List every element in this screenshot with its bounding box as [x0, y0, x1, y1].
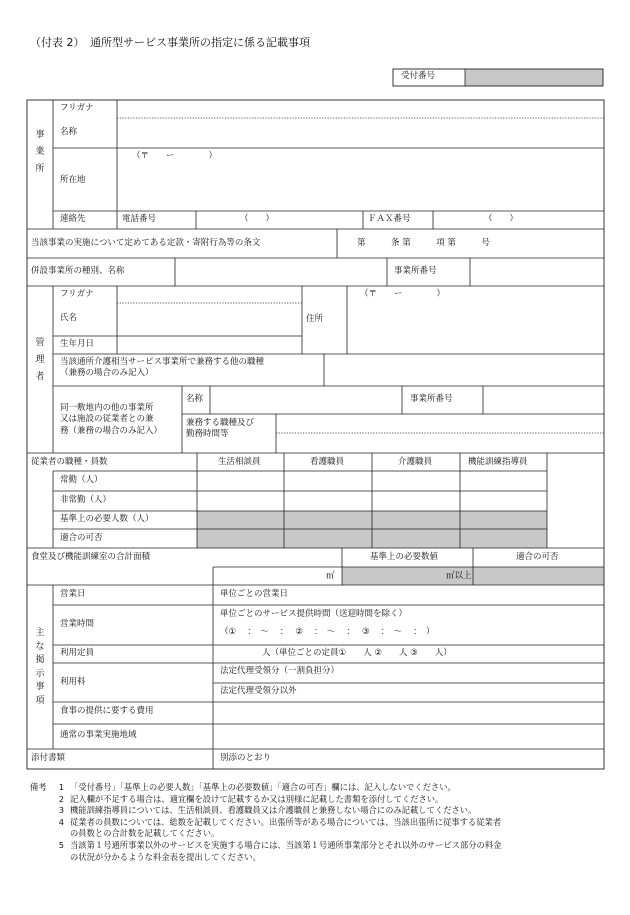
fax-paren: （ ） [484, 214, 519, 224]
jigyosho-address-label: 所在地 [60, 175, 86, 185]
notes-head: 備考 [30, 782, 47, 792]
heisetsu-number-label: 事業所番号 [394, 266, 437, 276]
tel-label: 電話番号 [122, 214, 157, 224]
staff-row-hijokin: 非常勤（人） [60, 495, 112, 505]
uketsuke-label: 受付番号 [401, 71, 436, 81]
ryokin-label: 利用料 [60, 677, 86, 687]
note-text: の員数との合計数を記載してください。 [70, 828, 220, 839]
area-label: 食堂及び機能訓練室の合計面積 [31, 552, 151, 562]
eigyobi-value: 単位ごとの営業日 [220, 589, 289, 599]
staff-col-kinou: 機能訓練指導員 [468, 457, 528, 467]
kenmu-other-label: 同一敷地内の他の事業所 又は施設の従業者との兼 務（兼務の場合のみ記入） [60, 403, 163, 436]
staff-row-ok: 適合の可否 [60, 533, 103, 543]
kenmu-jikan-label: 兼務する職種及び 勤務時間等 [186, 418, 255, 440]
jigyosho-name-label: 名称 [60, 127, 78, 137]
kanrisha-name-label: 氏名 [60, 313, 78, 323]
kanrisha-postal: （〒 ー ） [360, 289, 446, 299]
jigyosho-furigana-label: フリガナ [60, 103, 94, 113]
chiiki-label: 通常の事業実施地域 [60, 730, 137, 740]
staff-col-seikatsu: 生活相談員 [218, 457, 261, 467]
teiin-label: 利用定員 [60, 648, 95, 658]
teikan-article: 第 条 第 項 第 号 [357, 238, 490, 248]
jigyosho-side-label: 事業所 [35, 130, 45, 175]
area-unit-m2: ㎡ [326, 571, 335, 581]
area-unit-m2-ijo: ㎡以上 [446, 571, 472, 581]
staff-col-kango: 看護職員 [310, 457, 345, 467]
note-text: 「受付番号」「基準上の必要人数」「基準上の必要数値」「適合の可否」欄には、記入しないでください。 [70, 782, 456, 792]
staff-header: 従業者の職種・員数 [31, 457, 108, 467]
eigyo-jikan-value-2: （① ： ～ ： ② ： ～ ： ③ ： ～ ： ） [220, 627, 435, 637]
main-side-label: 主な掲示事項 [35, 628, 45, 706]
kanrisha-side-label: 管理者 [35, 338, 45, 383]
staff-row-required: 基準上の必要人数（人） [60, 514, 154, 524]
eigyo-jikan-label: 営業時間 [60, 619, 95, 629]
teikan-label: 当該事業の実施について定めてある定款・寄附行為等の条文 [31, 238, 261, 248]
note-text: 当該第１号通所事業以外のサービスを実施する場合には、当該第１号通所事業部分とそれ以外のサービス部分の料金 [70, 840, 502, 851]
form-title: （付表 2） 通所型サービス事業所の指定に係る記載事項 [30, 36, 310, 49]
kenmu-jigyosho-bango-label: 事業所番号 [410, 394, 453, 404]
kanrisha-furigana-label: フリガナ [60, 289, 94, 299]
fax-label: ＦＡＸ番号 [368, 214, 411, 224]
teiin-value: 人（単位ごとの定員① 人 ② 人 ③ 人） [262, 648, 452, 658]
note-text: 記入欄が不足する場合は、適宜欄を設けて記載するか又は別様に記載した書類を添付してください。 [70, 793, 444, 804]
note-number: 2 [58, 793, 64, 804]
ryokin-value-1: 法定代理受領分（一割負担分） [220, 666, 340, 676]
tel-paren: （ ） [240, 214, 275, 224]
note-text: の状況が分かるような料金表を提出してください。 [70, 851, 261, 862]
heisetsu-label: 併設事業所の種別、名称 [31, 266, 125, 276]
staff-col-kaigo: 介護職員 [398, 457, 433, 467]
shokuji-label: 食事の提供に要する費用 [60, 706, 154, 716]
contact-label: 連絡先 [60, 214, 86, 224]
note-text: 機能訓練指導員については、生活相談員、看護職員又は介護職員と兼務しない場合にのみ記載してください。 [70, 805, 477, 816]
note-number [50, 852, 70, 864]
kanrisha-address-label: 住所 [306, 314, 324, 324]
jigyosho-postal: （〒 ー ） [132, 151, 218, 161]
note-number: 4 [58, 816, 64, 827]
ryokin-value-2: 法定代理受領分以外 [220, 686, 297, 696]
note-number [50, 828, 70, 840]
tenpu-value: 別添のとおり [220, 753, 272, 763]
birthdate-label: 生年月日 [60, 339, 95, 349]
tenpu-label: 添付書類 [31, 753, 66, 763]
note-number: 5 [58, 840, 64, 851]
notes-block [30, 782, 501, 863]
note-number: 3 [58, 805, 64, 816]
eigyo-jikan-value-1: 単位ごとのサービス提供時間（送迎時間を除く） [220, 609, 408, 619]
eigyobi-label: 営業日 [60, 589, 86, 599]
kenmu-shokushu-label: 当該通所介護相当サービス事業所で兼務する他の職種 （兼務の場合のみ記入） [60, 357, 265, 379]
area-ok-label: 適合の可否 [516, 552, 559, 562]
note-text: 従業者の員数については、総数を記載してください。出張所等がある場合については、当該出張所に従事する従業者 [70, 816, 502, 827]
note-number: 1 [58, 782, 64, 792]
area-required-label: 基準上の必要数値 [370, 552, 439, 562]
staff-row-jokin: 常勤（人） [60, 475, 103, 485]
kenmu-meisho-label: 名称 [186, 394, 204, 404]
